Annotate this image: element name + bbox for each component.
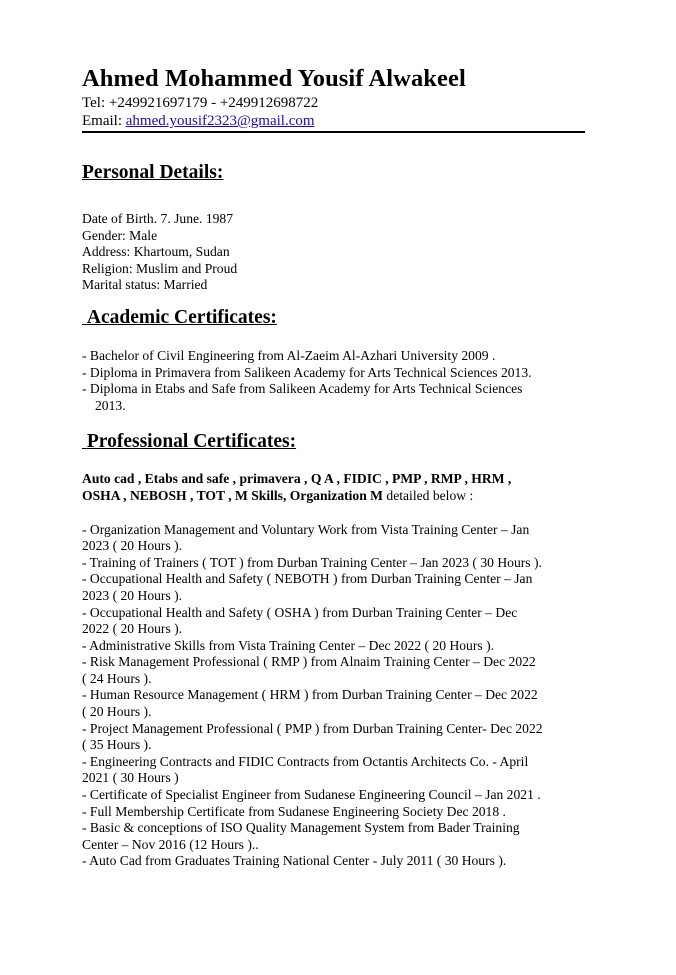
- academic-certificates: [82, 348, 587, 414]
- list-item: 2022 ( 20 Hours ).: [82, 621, 183, 637]
- academic-item-continuation: 2013.: [95, 397, 126, 413]
- academic-item: - Diploma in Primavera from Salikeen Academy for Arts Technical Sciences 2013.: [82, 364, 532, 380]
- list-item: 2023 ( 20 Hours ).: [82, 538, 183, 554]
- date-of-birth: Date of Birth. 7. June. 1987: [82, 211, 234, 226]
- list-item: - Training of Trainers ( TOT ) from Durban Training Center – Jan 2023 ( 30 Hours ).: [82, 554, 542, 570]
- resume-page: [82, 64, 587, 870]
- list-item: - Occupational Health and Safety ( OSHA ) from Durban Training Center – Dec: [82, 604, 518, 620]
- academic-item: - Diploma in Etabs and Safe from Salikeen Academy for Arts Technical Sciences: [82, 381, 523, 397]
- list-item: - Project Management Professional ( PMP ) from Durban Training Center- Dec 2022: [82, 720, 543, 736]
- address: Address: Khartoum, Sudan: [82, 244, 230, 260]
- list-item: - Auto Cad from Graduates Training National Center - July 2011 ( 30 Hours ).: [82, 853, 507, 869]
- academic-certificates-heading: Academic Certificates:: [86, 306, 277, 328]
- professional-intro: [82, 471, 587, 504]
- list-item: 2021 ( 30 Hours ): [82, 770, 179, 786]
- marital-status: Marital status: Married: [82, 277, 208, 293]
- personal-details: [82, 211, 587, 294]
- list-item: ( 35 Hours ).: [82, 737, 152, 753]
- list-item: - Organization Management and Voluntary Work from Vista Training Center – Jan: [82, 521, 530, 537]
- religion: Religion: Muslim and Proud: [82, 260, 238, 276]
- list-item: - Administrative Skills from Vista Training Center – Dec 2022 ( 20 Hours ).: [82, 637, 494, 653]
- list-item: - Occupational Health and Safety ( NEBOTH ) from Durban Training Center – Jan: [82, 571, 533, 587]
- phone-line: Tel: +249921697179 - +249912698722: [82, 95, 319, 111]
- list-item: - Risk Management Professional ( RMP ) from Alnaim Training Center – Dec 2022: [82, 654, 536, 670]
- personal-details-heading: Personal Details:: [82, 162, 224, 183]
- academic-item: - Bachelor of Civil Engineering from Al-Zaeim Al-Azhari University 2009 .: [82, 347, 496, 363]
- list-item: - Engineering Contracts and FIDIC Contracts from Octantis Architects Co. - April: [82, 753, 529, 769]
- gender: Gender: Male: [82, 227, 158, 243]
- list-item: ( 20 Hours ).: [82, 704, 152, 720]
- email-link[interactable]: ahmed.yousif2323@gmail.com: [125, 113, 315, 129]
- list-item: - Basic & conceptions of ISO Quality Management System from Bader Training: [82, 820, 520, 836]
- intro-skills-line-2: OSHA , NEBOSH , TOT , M Skills, Organization M detailed below :: [82, 487, 474, 503]
- candidate-name: Ahmed Mohammed Yousif Alwakeel: [82, 65, 466, 92]
- professional-certificates-list: [82, 522, 587, 870]
- list-item: 2023 ( 20 Hours ).: [82, 587, 183, 603]
- list-item: - Full Membership Certificate from Sudanese Engineering Society Dec 2018 .: [82, 803, 506, 819]
- list-item: ( 24 Hours ).: [82, 670, 152, 686]
- intro-skills-line-1: Auto cad , Etabs and safe , primavera , Q A , FIDIC , PMP , RMP , HRM ,: [82, 471, 512, 487]
- list-item: - Certificate of Specialist Engineer from Sudanese Engineering Council – Jan 2021 .: [82, 787, 541, 803]
- list-item: Center – Nov 2016 (12 Hours )..: [82, 836, 259, 852]
- email-line: [82, 112, 587, 130]
- list-item: - Human Resource Management ( HRM ) from Durban Training Center – Dec 2022: [82, 687, 538, 703]
- header: [82, 64, 587, 133]
- email-label: Email:: [82, 113, 126, 129]
- professional-certificates-heading: Professional Certificates:: [86, 431, 297, 453]
